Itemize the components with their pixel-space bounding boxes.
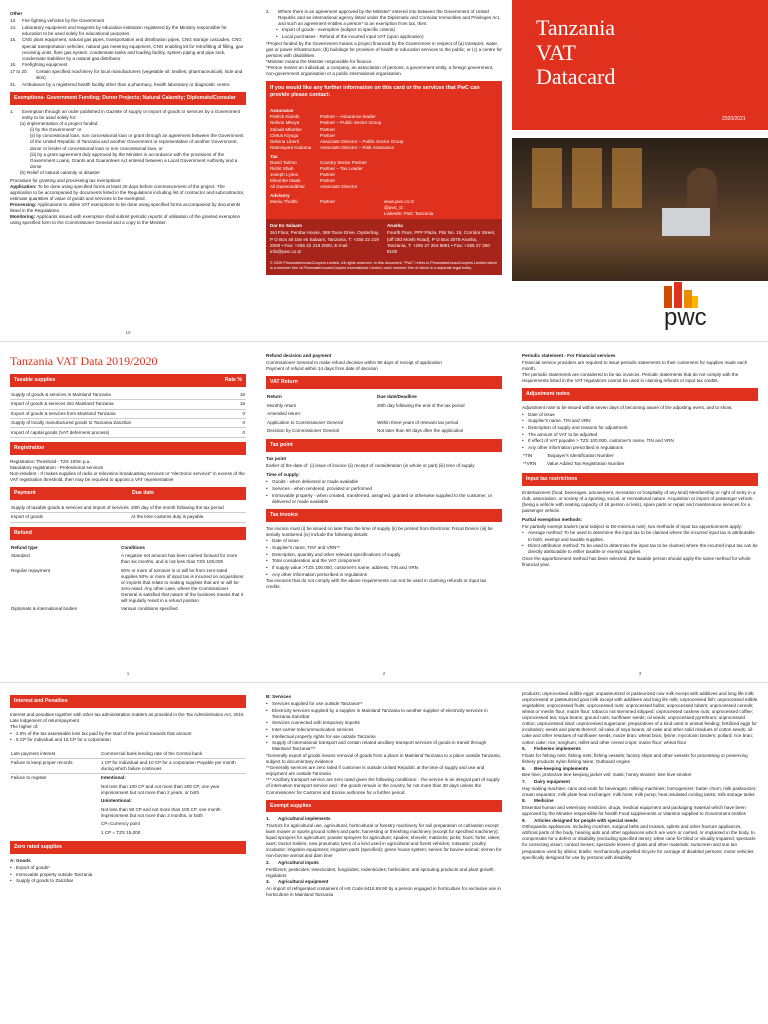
list-item: • Import of goods - exemption (subject to specific criteria) [276,27,502,33]
interest-text-2: Late lodgement of return/payment [10,717,79,723]
export-note: *Generally export of goods means removal of goods from a place in Mainland Tanzania to a place outside Tanzania, subject to documentary evidence [266,753,502,765]
item-text: Certain specified machinery for local manufacturers (vegetable oil; textiles; pharmaceuticals; hide and skin) [36,68,243,80]
page-number: 3 [638,670,642,676]
tin-meaning: Taxpayer's Identification Number [547,452,614,458]
table-row [10,605,246,613]
penalty-table [10,749,246,773]
contact-box [266,81,502,275]
taxable-supplies-bar: Taxable supplies Rate % [10,374,246,387]
numbered-item [10,82,246,88]
exemption-2-bullets [276,27,502,40]
restrictions-text: Entertainment (food, beverages, amusement, recreation or hospitality of any kind) Membership or right of entry in a club, association, or society of a sporting, social, or recreational nature. Acquisition or import of passenger vehicle (being a vehicle with seating capacity of 16 person or less), spare parts or repair and maintenance services for a passenger vehicle. [522,489,756,513]
list-item: • Direct attribution method: To be used to determine the input tax to be claimed where the incurred input tax can be directly attributable to either taxable or exempt supplies. [522,543,758,555]
time-of-supply-list [266,479,502,504]
monitoring-text: Applicants issued with exemption shall submit periodic reports of utilisation of the granted exemption using specified form to the Commissioner General and a copy to the Minister. [10,214,241,226]
cover-title-line-2: VAT [536,39,576,65]
row-label: Import of goods & services into Mainland Tanzania [10,400,233,409]
exemption-b: (b) Relief of natural calamity or disaster [20,169,100,175]
note-minister: *Minister means the Minister responsible for finance. [266,58,373,64]
note-person: *Person means an individual, a company, an association of persons, a government entity, a foreign government, non-government organisation or a public international organisation. [266,64,494,76]
contact-name: Nelson Mbuya [270,120,300,126]
row-label: Diplomats & international bodies [11,606,77,612]
list-item: • Export of goods* [10,865,246,871]
row-label: Decision by Commissioner General [267,427,339,433]
list-item: • If effect of VAT payable > TZS 100,000, customer's name, TIN and VRN [522,438,758,444]
item-text: CNG plant equipment, natural gas pipes, transportation and distribution pipes, CNG storage cascades, CNG special transportation vehicles, natural gas metering equipment, CNG enabling kit for retrofitting of filling, gas receiving units, flare gas system, condensate tanks and loading facility, system piping and pipe rack, condensate stabilizer by a natural gas distributor [22,37,244,61]
page-number: 10 [125,329,131,335]
table-row [10,409,246,418]
table-row [10,567,246,606]
tax-heading: Tax [270,153,278,159]
contact-name: Patrick Kiambi [270,114,300,120]
deadline-label: Due date/Deadline [377,394,417,400]
tax-point-text: Earlier of the date of: (i) issue of invoice (ii) receipt of consideration (in whole or part) (iii) time of supply [266,463,475,469]
table-row [266,418,502,426]
list-item: • 5 CP for individual and 15 CP for a corporation [10,737,246,743]
table-row [266,410,502,418]
row-label: Amended return: [267,411,302,417]
list-item: • If supply value >TZS 100,000, customer's name, address, TIN and VRN [266,565,502,571]
conditions-label: Conditions [121,544,145,550]
contact-role: Associate Director [320,184,358,190]
partial-exemption-note: Once the apportionment method has been selected, the taxable person should apply the same method for whole financial year. [522,555,751,567]
processing-label: Processing: [10,202,37,208]
row-value: Within three years of relevant tax period [377,419,459,425]
adjustment-list [522,412,758,451]
exemption-a-i: (i) by the Government" or [30,127,82,133]
arusha-address: Fourth Floor, PPF Plaza, Plot No. 15, Corridor Street, (off Old Moshi Road), P O Box 3078 Arusha, Tanzania, T: +255 27 254 8881 • Fax: +255 27 250 8100 [387,230,496,254]
row-value: 50% or more of turnover is or will be from zero-rated supplies 50% or more of input tax is incurred on acquisitions or imports that relate to making supplies that are or will be zero-rated. Any other case, where the Commissioner General is satisfied that nature of the business means that it will regularly result in a refund position [121,567,244,604]
item-number: 13. [10,18,17,24]
contact-role: Partner [320,178,336,183]
vat-return-bar: VAT Return [266,376,502,389]
agri-implements-heading: Agricultural implements [278,816,331,822]
list-item: • Supply of international transport and certain related ancillary transport services of goods in transit through Mainland Tanzania*** [266,740,502,752]
agri-inputs-heading: Agricultural inputs [278,860,319,866]
cover-title-line-3: Datacard [536,64,616,90]
row-label: Supply of taxable goods & services and import of services [10,504,130,513]
partial-exemption-heading: Partial exemption methods: [522,516,583,522]
numbered-item [10,25,246,37]
contact-row [270,184,498,190]
contact-role: Associate Director – Risk Assurance [320,144,395,150]
list-item: • Supplier's name, TIN* and VRN** [266,545,502,551]
vrn-abbr: **VRN [523,461,537,467]
list-item: • 2.5% of the tax assessable less tax paid by the start of the period towards that amount [10,731,246,737]
row-label: Supply of locally manufactured goods to Tanzania Zanzibar [10,419,233,428]
currency-point-value: 1 CP = TZS 15,000 [101,829,141,835]
return-label: Return [267,394,282,400]
exempt-supplies-bar: Exempt supplies [266,800,502,813]
page-title: Tanzania VAT Data 2019/2020 [10,354,158,368]
periodic-heading: Periodic statement - For Financial services [522,353,616,358]
office-addresses [266,219,502,258]
panel-contacts: 2. Where there is an agreement approved by the Minister* entered into between the Government of United Republic and an international agency listed under the Diplomatic and Consular Immunities and Privileges Act, and such an agreement entitles a person* to an exemption from tax, then: • Import of goods - exemption (subject to specific criteria) • Local purchases - Refund of the incurred input VAT (upon application) *Project funded by the Government means a project financed by the Government in respect of (a) transport, water, gas or power infrastructure; (b) buildings for provision of health or education services to the public; or (c) a centre for persons with disabilities *Minister means the Minister responsible for finance. *Person means an individual, a company, an association of persons, a government entity, a foreign government, non-government organisation or a public international organisation. If you would like any further information on this card or the services that PwC can provide please contact: Assurance Patrick Kiambi Partner – Assurance leader Nelson Mbuya Partner – Public Sector Group Zainab Mlambe Partner Cletus Kiyuga Partner Delvina Liberti Associate Director – Public Sector Group Nsemayani Kaduma Associate Director – Risk Assurance Tax David Tarimo Country Senior Partner Rishit Shah Partner – Tax Leader Joseph Lyimo Partner Mirumbe Maati Partner Ali Daewoodbhai Associate Director Advisory Muniu Thoithi Partner www.pwc.co.tz @pwc_tz LinkedIn: PwC Tanzania Dar Es Salaam 3rd Floor, Pemba House, 369 Toure Drive, Oysterbay, P O Box 45 Dar es Salaam, Tanzania, T: +255 22 219 2000 • Fax: +255 22 219 2000, E-mail: info@pwc.co.tz Arusha Fourth Floor, PPF Plaza, Plot No. 15, Corridor Street, (off Old Moshi Road), P O Box 3078 Arusha, Tanzania, T: +255 27 254 8881 • Fax: +255 27 250 8100 © 2020 PricewaterhouseCoopers Limited. All rights reserved. In this document, "PwC" refers to PricewaterhouseCoopers Limited which is a member firm of PricewaterhouseCoopers International Limited, each member firm of which is a separate legal entity. [256,0,512,341]
contact-role: Associate Director – Public Sector Group [320,138,404,144]
contact-role: Country Senior Partner [320,159,367,165]
contact-row [270,145,498,151]
row-label: Regular repayment [11,567,51,573]
item-number: 15. [10,37,17,43]
intentional-label: Intentional: [101,775,126,781]
row-value: 20th day following the end of the tax period [377,402,465,408]
dar-address: 3rd Floor, Pemba House, 369 Toure Drive, Oysterbay, P O Box 45 Dar es Salaam, Tanzania, T: +255 22 219 2000 • Fax: +255 22 219 2000, E-mail: info@pwc.co.tz [270,230,380,254]
agri-equipment-heading: Agricultural equipment [278,879,329,885]
row-label: Import of goods [10,513,130,522]
item-text: Fire fighting vehicles by the Government [22,18,105,24]
table-row [10,504,246,513]
zero-rated-services-list [266,701,502,752]
table-row [266,427,502,435]
row-label: Failure to keep proper records [10,758,100,774]
interest-penalties-bar: Interest and Penalties [10,695,246,708]
contact-role: Partner [320,171,336,177]
row-label: Monthly return [267,402,297,408]
exemptions-bar: Exemptions- Government Funding; Donor Projects; Natural Calamity; Diplomats/Consular [10,92,246,105]
adjustment-text: Adjustment note to be issued within seven days of becoming aware of the adjusting event, and to show: [522,405,733,411]
row-value: 0 [233,428,246,437]
tax-invoice-list [266,538,502,577]
refund-type-label: Refund type [11,544,38,550]
numbered-item [10,37,246,61]
list-item: • Services connected with temporary imports [266,720,502,726]
contact-name: Mirumbe Maati [270,178,301,183]
exemption-a-ii: (ii) by concessional loan, non concessional loan or grant through an agreement between the Government of the United Republic of Tanzania and another Government or representative of another Government, donor or lender of concessional loan or non concessional loan, or [30,133,244,151]
services-heading: B: Services [266,694,292,699]
partial-exemption-list [522,530,758,555]
registration-bar: Registration [10,442,246,455]
contact-name: Cletus Kiyuga [270,132,299,138]
services-note: **Generally services are zero rated if customer is outside United Republic at the time of supply and use and enjoyment are outside Tanzania [266,765,485,777]
intentional-text: Not less than 100 CP and not more than 200 CP, one year imprisonment but not more than 2 years, or both [101,783,220,795]
contact-name: Zainab Mlambe [270,126,302,132]
fisheries-heading: Fisheries implements [534,746,581,752]
copyright-notice: © 2020 PricewaterhouseCoopers Limited. All rights reserved. In this document, "PwC" refers to PricewaterhouseCoopers Limited which is a member firm of PricewaterhouseCoopers International Limited, each member firm of which is a separate legal entity. [266,259,502,275]
contact-heading: If you would like any further information on this card or the services that PwC can provide please contact: [266,81,502,103]
bee-keeping-text: Bee hive; protective bee keeping jacket veil; mask; honey strainer; bee hive smoker [522,772,692,778]
assurance-contacts [270,114,498,150]
contact-role: Partner [320,132,336,138]
rates-table [10,391,246,438]
contact-name: Nsemayani Kaduma [270,144,312,150]
special-needs-text: Orthopaedic appliances, including crutches, surgical belts and trusses, splints and other fracture appliances, artificial parts of the body, hearing aids and other appliances which are worn or carried, or implanted in the body, to compensate for a defect or disability (excluding specified items); white cane for blind or visually impaired; spectacle for correcting vision; contact lenses; spectacle lenses of glass and other materials; sunscreen and sun tan preparation used by albino; braille; mechanically propelled tricycle for carriage of disabled persons; motor vehicles specifically designed for use by persons with disability [522,824,756,860]
list-item: • Immovable property - when created, transferred, assigned, granted or otherwise supplied to the customer, or delivered or made available [266,493,502,505]
table-row [10,391,246,400]
adjustment-notes-bar: Adjustment notes [522,388,758,401]
mandatory-registration: Mandatory registration - Professional services [10,464,104,470]
row-value: At the time customs duty is payable. [130,513,246,522]
dairy-text: Hay making machine; cans and ends for beverages; milking machines; homogenizer; butter churn; milk pasteurizer; cream separator; milk plate heat exchanger; milk hose; milk pump; heat insulated cooling tanks; milk storage tanks [522,785,757,797]
panel-interest-penalties [0,682,256,1023]
list-item: • Date of issue [522,412,758,418]
numbered-item [10,62,246,68]
item-text: Firefighting equipment [22,62,68,68]
contact-name: Joseph Lyimo [270,171,299,177]
panel-vat-data [0,341,256,682]
processing-text: Applications to utilise VAT exemptions to be done using specified forms accompanied by documents listed in the Regulations. [10,202,241,214]
payment-bar: Payment Due date [10,487,246,500]
periodic-text-2: The periodic statements are considered to be tax invoices. Periodic statements that do not comply with the requirements listed in the VAT regulations cannot be used in claiming refunds or input tax credits. [522,372,739,384]
interest-text-1: Interest and penalties together with other tax administration matters as provided in the Tax Administration Act, 2015 [10,711,244,717]
row-value: 1 CP for individual and 10 CP for a corporation Payable per month during which failure continues [100,758,246,774]
table-row [266,401,502,409]
application-label: Application: [10,183,37,189]
tax-invoice-bar: Tax invoice [266,509,502,522]
non-resident-registration: Non-resident - If makes supplies of radio or television broadcasting services or "electronic services" in excess of the VAT registration threshold, then may be required to appoint a VAT representative [10,470,245,482]
list-item: • Description, quantity and other relevant specifications of supply [266,552,502,558]
return-table [266,401,502,418]
payment-table [10,504,246,522]
contact-role: Partner [320,199,336,205]
list-item: • Local purchases - Refund of the incurred input VAT (upon application) [276,34,502,40]
contact-role: Partner – Public Sector Group [320,120,382,126]
item-text: Laboratory equipment and reagents by education institution registered by the Ministry responsible for education to be used solely for educational purposes [22,24,227,36]
special-needs-heading: Articles designed for people with special needs [534,817,638,823]
list-item: • Description of supply and reasons for adjustment [522,425,758,431]
vrn-meaning: Value Added Tax Registration Number [547,461,625,467]
table-row [10,552,246,567]
list-item: • Supply of goods to Zanzibar [10,878,246,884]
cover-banner [512,0,768,130]
input-tax-restrictions-bar: Input tax restrictions [522,473,758,486]
row-label: Late payment interest [10,749,100,758]
refund-decision-heading: Refund decision and payment [266,353,332,358]
exemption-2: Where there is an agreement approved by the Minister* entered into between the Government of United Republic and an international agency listed under the Diplomatic and Consular Immunities and Privileges Act, and such an agreement entitles a person* to an exemption from tax, then: [278,8,501,26]
agri-equipment-text: An import of refrigerated containers of HS Code 8418.69.90 by a person engaged in horticulture for exclusive use in horticulture in Mainland Tanzania [266,886,501,898]
application-text: To be done using specified forms at least 30 days before commencement of the project. The application to be accompanied by documents listed in the Regulations including list of contractor and subcontractor, estimate quantities of value of goods and services to be exempted. [10,183,245,202]
time-of-supply-heading: Time of supply: [266,472,300,478]
item-number: 16. [10,62,17,68]
contact-name: Delvina Liberti [270,138,300,144]
exemption-1: Exemption through an order published in Gazette of supply or import of goods or services by a Government entity to be used solely for: [22,108,241,120]
numbered-item [10,18,246,24]
panel-exempt-continued: products; unprocessed edible eggs; unpasteurized or pasteurized cow milk except with additives and long life milk; unprocessed or pasteurized goat milk except with additives and long life milk; unprocessed fish; unprocessed edible vegetables; unprocessed fruits; unprocessed nuts; unprocessed bulbs; unprocessed tubers; unprocessed cereals; wheat or meslin flour; maize flour; tobacco not stemmed stripped; unprocessed cashew nuts; unprocessed coffee; unprocessed tea; soya beans; ground nuts; sunflower seeds; oil seeds; unprocessed pyrethrum; unprocessed cotton; unprocessed sisal; unprocessed sugarcane; preparations of a kind used in animal feeding; fertilized eggs for incubation; seeds and plants thereof; oil-cake of soya beans; oil-cake and other solid residues of cotton seeds; oil-cake and other residues of sunflower seeds; maize bran; wheat bran; lysine; mycotoxin binders; pollard; rice bran; cotton cake; rice; sorghum; millet and other cereal crops; maize flour; wheat flour 5. Fisheries implements Floats for fishing nets; fishing nets; fishing vessels; factory ships and other vessels for processing or preserving fishery products nylon fishing twine; Outboard engine 6. Bee-keeping implements Bee hive; protective bee keeping jacket veil; mask; honey strainer; bee hive smoker 7. Dairy equipment Hay making machine; cans and ends for beverages; milking machines; homogenizer; butter churn; milk pasteurizer; cream separator; milk plate heat exchanger; milk hose; milk pump; heat insulated cooling tanks; milk storage tanks 8. Medicine Essential human and veterinary medicine, drugs, medical equipment and packaging material which have been approved by the Minister responsible for health Food supplements or vitamins supplied to Government entities 9. Articles designed for people with special needs Orthopaedic appliances, including crutches, surgical belts and trusses, splints and other fracture appliances, artificial parts of the body, hearing aids and other appliances which are worn or carried, or implanted in the body, to compensate for a defect or disability (excluding specified items); white cane for blind or visually impaired; spectacle for correcting vision; contact lenses; spectacle lenses of glass and other materials; sunscreen and sun tan preparation used by albino; braille; mechanically propelled tricycle for carriage of disabled persons; motor vehicles specifically designed for use by persons with disability [512,682,768,1023]
list-item: • Average method: To be used to determine the input tax to be claimed where the incurred input tax is attributable to both, exempt and taxable supplies. [522,530,758,542]
row-label: Supply of goods & services in Mainland Tanzania [10,391,233,400]
dairy-heading: Dairy equipment [534,778,570,784]
medicine-heading: Medicine [534,798,554,804]
unintentional-text: Not less than 50 CP and not more than 100 CP, one month imprisonment but not more than 3 months, or both [101,806,221,818]
page-number: 1 [126,670,130,676]
contact-role: Partner [320,126,336,132]
list-item: • Immovable property outside Tanzania [10,872,246,878]
twitter-link[interactable]: @pwc_tz [384,205,403,211]
item-number: 14. [10,24,17,30]
agri-inputs-text: Fertilizers; pesticides; insecticides; fungicides; rodenticides; herbicides; anti sprouting products and plant growth regulators [266,866,494,878]
linkedin-link[interactable]: LinkedIn: PwC Tanzania [384,211,434,217]
agri-implements-text: Tractors for agricultural use, agricultural, horticultural or forestry machinery for soil preparation or cultivation except lawn mower or sports ground rollers and parts; harvesting or threshing machinery (except for specified machinery); liquid sprayers for agriculture; powder sprayers for agriculture; spades; shovels; mattocks; picks; hoes; forks; rakes; axes; tractor trailers; new pneumatic tyres of a kind used in agricultural and forest vehicles; rotavator; poultry incubator; irrigation equipment; irrigation parts (specified); green house system; semen for bovine animal; semen for non-bovine animal and dam liner [266,823,502,859]
monitoring-label: Monitoring: [10,214,36,220]
list-item: • The amount of VAT to be adjusted [522,432,758,438]
panel-exempt-supplies: B: Services • Services supplied for use outside Tanzania** • Electricity services supplied by a supplier in Mainland Tanzania to another supplier of electricity services in Tanzania Zanzibar • Services connected with temporary imports • Inter-carrier telecommunication services • Intellectual property rights for use outside Tanzania • Supply of international transport and certain related ancillary transport services of goods in transit through Mainland Tanzania*** *Generally export of goods means removal of goods from a place in Mainland Tanzania to a place outside Tanzania, subject to documentary evidence **Generally services are zero rated if customer is outside United Republic at the time of supply and use and enjoyment are outside Tanzania *** Ancillary transport service are zero rated given the following conditions: - the service is an integral part of supply of internation transport service and - the goods remain in the country for not more than 30 days unless the Commissioner for Customs and Excise authorise for a further period. Exempt supplies 1. Agricultural implements Tractors for agricultural use, agricultural, horticultural or forestry machinery for soil preparation or cultivation except lawn mower or sports ground rollers and parts; harvesting or threshing machinery (except for specified machinery); liquid sprayers for agriculture; powder sprayers for agriculture; spades; shovels; mattocks; picks; hoes; forks; rakes; axes; tractor trailers; new pneumatic tyres of a kind used in agricultural and forest vehicles; rotavator; poultry incubator; irrigation equipment; irrigation parts (specified); green house system; semen for bovine animal; semen for non-bovine animal and dam liner 2. Agricultural inputs Fertilizers; pesticides; insecticides; fungicides; rodenticides; herbicides; anti sprouting products and plant growth regulators 3. Agricultural equipment An import of refrigerated containers of HS Code 8418.69.90 by a person engaged in horticulture for exclusive use in horticulture in Mainland Tanzania [256,682,512,1023]
row-value [376,410,502,418]
row-value: 0 [233,419,246,428]
web-link[interactable]: www.pwc.co.tz [384,199,415,205]
list-item: • Services supplied for use outside Tanzania** [266,701,502,707]
row-value: 18 [233,391,246,400]
advisory-heading: Advisory [270,193,290,199]
table-row [10,513,246,522]
arusha-title: Arusha [387,223,403,229]
interest-text-3: The higher of: [10,723,39,729]
bee-keeping-heading: Bee-keeping implements [534,765,589,771]
note-project: *Project funded by the Government means a project financed by the Government in respect of (a) transport, water, gas or power infrastructure; (b) buildings for provision of health or education services to the public; or (c) a centre for persons with disabilities [266,40,502,58]
other-title: Other [10,11,23,16]
medicine-text: Essential human and veterinary medicine, drugs, medical equipment and packaging material which have been approved by the Minister responsible for health Food supplements or vitamins supplied to Government entities [522,804,746,816]
table-row [10,749,246,758]
tax-invoice-text: Tax invoice must (i) be issued no later than the time of supply (ii) be printed from Electronic Fiscal Device (iii) be serially numbered (iv) include the following details: [266,525,493,537]
dar-title: Dar Es Salaam [270,223,302,229]
list-item: • Supplier's name, TIN and VRN [522,418,758,424]
tax-point-bar: Tax point [266,439,502,452]
advisory-contacts [270,199,384,217]
agri-products-text: products; unprocessed edible eggs; unpasteurized or pasteurized cow milk except with additives and long life milk; unprocessed or pasteurized goat milk except with additives and long life milk; unprocessed fish; unprocessed edible vegetables; unprocessed fruits; unprocessed nuts; unprocessed bulbs; unprocessed tubers; unprocessed cereals; wheat or meslin flour; maize flour; tobacco not stemmed stripped; unprocessed cashew nuts; unprocessed coffee; unprocessed tea; soya beans; ground nuts; sunflower seeds; oil seeds; unprocessed pyrethrum; unprocessed cotton; unprocessed sisal; unprocessed sugarcane; preparations of a kind used in animal feeding; fertilized eggs for incubation; seeds and plants thereof; oil-cake of soya beans; oil-cake and other solid residues of cotton seeds; oil-cake and other residues of sunflower seeds; maize bran; wheat bran; lysine; mycotoxin binders; pollard; rice bran; cotton cake; rice; sorghum; millet and other cereal crops; maize flour; wheat flour [522,691,758,745]
panel-cover [512,0,768,341]
table-row [10,428,246,437]
cover-year: 2020/2021 [722,116,746,122]
cover-photo [512,138,768,281]
list-item: • Intellectual property rights for use outside Tanzania [266,734,502,740]
list-item: • Date of issue [266,538,502,544]
table-row [10,419,246,428]
amended-return-table [266,418,502,435]
list-item: • Any other information prescribed in regulations [266,572,502,578]
row-label: Application to Commissioner General [267,419,343,425]
contact-name: Rishit Shah [270,165,294,171]
exemption-a-iii: (iii) by a grant agreement duly approved by the Minister in accordance with the provisions of the Government Loans, Grants and Guarantees Act entered between a Local Government Authority and a donor [30,151,238,169]
tax-invoice-note: Tax invoices that do not comply with the above requirements can not be used in claiming refunds or input tax credits. [266,578,487,590]
registration-threshold: Registration Threshold - TZS 100m p.a. [10,458,91,464]
item-number: 17 to 20. [10,68,28,74]
contact-name: Muniu Thoithi [270,199,298,205]
procedure-text: Procedure for granting and processing tax exemptions: [10,177,122,183]
other-items-list [10,18,246,88]
goods-heading: A: Goods [10,857,31,863]
item-text: Ambulance by a registered health facility other than a pharmacy, health laboratory or diagnostic centre. [22,81,231,87]
contact-role: Partner – Tax Leader [320,165,363,171]
list-item: • Services - when rendered, provided or performed [266,486,502,492]
tin-abbr: *TIN [523,452,533,458]
row-value: 0 [233,409,246,418]
refund-table [10,552,246,614]
row-value: Not later than 90 days after the application [377,427,464,433]
row-value: Various conditions specified [121,606,178,612]
refund-decision-2: Payment of refund within 14 days from date of decision [266,366,378,372]
panel-other-exemptions: Other 13. Fire fighting vehicles by the Government 14. Laboratory equipment and reagents by education institution registered by the Ministry responsible for education to be used solely for educational purposes 15. CNG plant equipment, natural gas pipes, transportation and distribution pipes, CNG storage cascades, CNG special transportation vehicles, natural gas metering equipment, CNG enabling kit for retrofitting of filling, gas receiving units, flare gas system, condensate tanks and loading facility, system piping and pipe rack, condensate stabilizer by a natural gas distributor 16. Firefighting equipment 17 to 20. Certain specified machinery for local manufacturers (vegetable oil; textiles; pharmaceuticals; hide and skin) 21. Ambulance by a registered health facility other than a pharmacy, health laboratory or diagnostic centre. Exemptions- Government Funding; Donor Projects; Natural Calamity; Diplomats/Consular 1. Exemption through an order published in Gazette of supply or import of goods or services by a Government entity to be used solely for: (a) implementation of a project funded (i) by the Government" or (ii) by concessional loan, non concessional loan or grant through an agreement between the Government of the United Republic of Tanzania and another Government or representative of another Government, donor or lender of concessional loan or non concessional loan, or (iii) by a grant agreement duly approved by the Minister in accordance with the provisions of the Government Loans, Grants and Guarantees Act entered between a Local Government Authority and a donor (b) Relief of natural calamity or disaster Procedure for granting and processing tax exemptions: Application: To be done using specified forms at least 30 days before commencement of the project. The application to be accompanied by documents listed in the Regulations including list of contractor and subcontractor, estimate quantities of value of goods and services to be exempted. Processing: Applications to utilise VAT exemptions to be done using specified forms accompanied by documents listed in the Regulations. Monitoring: Applicants issued with exemption shall submit periodic reports of utilisation of the granted exemption using specified form to the Commissioner General and a copy to the Minister. 10 [0,0,256,341]
list-item: • Any other information prescribed in regulations [522,445,758,451]
row-value: Commercial bank lending rate of the Central bank [100,749,246,758]
list-item: • Electricity services supplied by a supplier in Mainland Tanzania to another supplier of electricity services in Tanzania Zanzibar [266,708,502,720]
contact-role: Partner – Assurance leader [320,114,376,120]
cover-title-line-1: Tanzania [536,15,616,40]
failure-to-register-label: Failure to register [11,775,47,781]
refund-bar: Refund [10,527,246,540]
assurance-heading: Assurance [270,108,294,114]
list-item: • Total consideration and the VAT component [266,558,502,564]
contact-name: David Tarimo [270,159,297,165]
row-value: 20th day of the month following the tax period [130,504,246,513]
periodic-text-1: Financial service providers are required to issue periodic statements to their customers for supplies made each month. [522,360,748,372]
contact-row [270,199,384,205]
row-value: 18 [233,400,246,409]
numbered-item [10,69,246,81]
row-label: Export of goods & services from Mainland Tanzania [10,409,233,418]
page-number: 2 [382,670,386,676]
tax-contacts [270,160,498,190]
panel-vat-return [256,341,512,682]
row-label: Standard [11,553,30,559]
contact-name: Ali Daewoodbhai [270,184,305,190]
pwc-logo [640,282,768,341]
interest-list [10,731,246,744]
refund-decision-1: Commissioner General to make refund decision within 90 days of receipt of application [266,360,442,366]
partial-exemption-text: For partially exempt traders (and subject to De-minimus rule), two methods of input tax apportionment apply: [522,523,743,529]
list-item: • Goods - when delivered or made available [266,479,502,485]
list-item: • Inter-carrier telecommunication services [266,727,502,733]
table-row [10,758,246,774]
currency-point-note: CP=Currency point [101,821,140,827]
item-number: 21. [10,81,17,87]
panel-adjustments [512,341,768,682]
row-value: A negative net amount has been carried forward for more than six months, and is not less than TZS 100,000 [121,553,238,565]
tax-point-heading: Tax point [266,456,287,462]
fisheries-text: Floats for fishing nets; fishing nets; fishing vessels; factory ships and other vessels for processing or preserving fishery products nylon fishing twine; Outboard engine [522,752,748,764]
zero-rated-bar: Zero rated supplies [10,841,246,854]
table-row [10,400,246,409]
unintentional-label: Unintentional: [101,798,132,804]
ancillary-note: *** Ancillary transport service are zero rated given the following conditions: - the service is an integral part of supply of internation transport service and - the goods remain in the country for not more than 30 days unless the Commissioner for Customs and Excise authorise for a further period. [266,777,500,795]
pwc-wordmark: pwc [664,304,707,331]
exemption-a: (a) implementation of a project funded [20,121,98,127]
zero-rated-goods-list [10,865,246,884]
row-label: Import of capital goods (VAT deferment process) [10,428,233,437]
